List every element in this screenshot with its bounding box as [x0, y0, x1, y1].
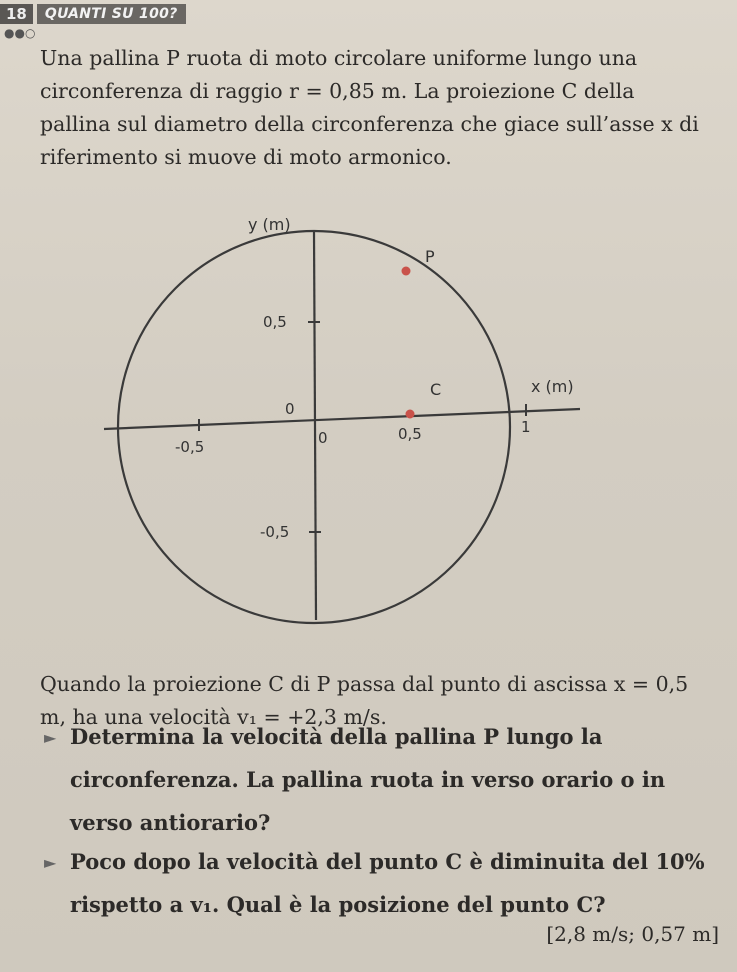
- bullet-arrow-icon: ►: [44, 853, 57, 872]
- point-P: [402, 267, 411, 276]
- y-axis: [314, 232, 316, 620]
- label-C: C: [430, 380, 442, 399]
- x-tick-label-0: -0,5: [175, 438, 205, 456]
- y-axis-label: y (m): [248, 215, 291, 234]
- exercise-tag: QUANTI SU 100?: [37, 4, 186, 24]
- question-1: Determina la velocità della pallina P lungo la circonferenza. La pallina ruota in verso orario o in verso antiorario?: [70, 724, 666, 835]
- difficulty-dots-icon: ●●○: [4, 26, 36, 40]
- x-tick-label-3: 1: [521, 418, 531, 436]
- label-origin: 0: [285, 400, 295, 418]
- y-tick-label-1: -0,5: [260, 523, 290, 541]
- intro-paragraph: Una pallina P ruota di moto circolare uniforme lungo una circonferenza di raggio r = 0,85 m. La proiezione C della pallina sul diametro della circonferenza che giace sull’asse x di riferimento si muove di moto armonico.: [40, 46, 699, 169]
- answer-text: [2,8 m/s; 0,57 m]: [546, 922, 719, 946]
- question-2: Poco dopo la velocità del punto C è diminuita del 10% rispetto a v₁. Qual è la posizione del punto C?: [70, 849, 705, 917]
- x-axis-label: x (m): [531, 377, 574, 396]
- point-C: [406, 410, 415, 419]
- bullet-arrow-icon: ►: [44, 728, 57, 747]
- label-P: P: [425, 247, 435, 266]
- exercise-number: 18: [0, 4, 33, 24]
- x-tick-label-2: 0,5: [398, 425, 422, 443]
- x-axis: [104, 409, 580, 429]
- x-tick-label-1: 0: [318, 429, 328, 447]
- y-tick-label-0: 0,5: [263, 313, 287, 331]
- statement-paragraph: Quando la proiezione C di P passa dal punto di ascissa x = 0,5 m, ha una velocità v₁ = +2,3 m/s.: [40, 672, 689, 729]
